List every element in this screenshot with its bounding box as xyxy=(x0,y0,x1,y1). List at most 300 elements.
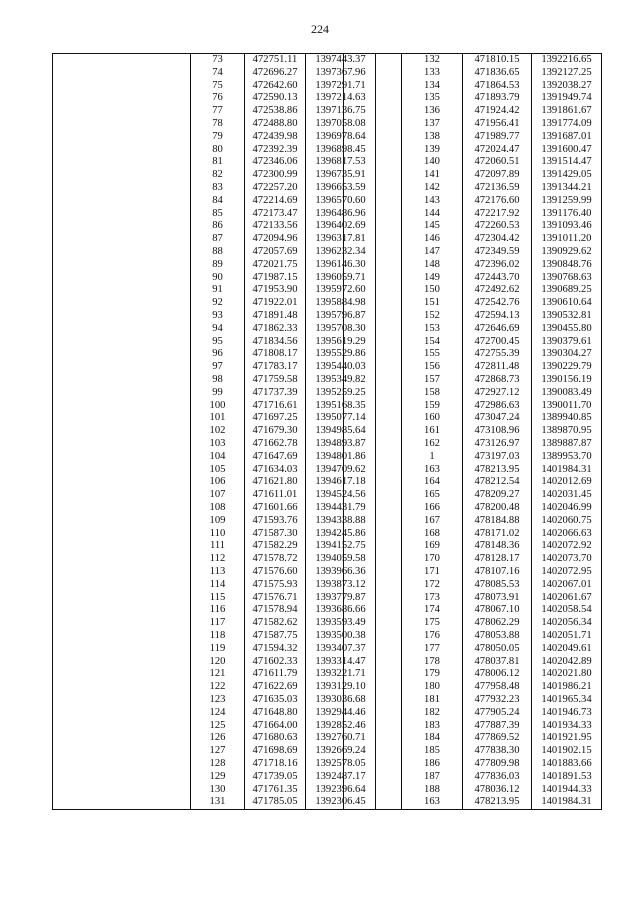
x-coordinate-cell: 471587.75 xyxy=(245,630,306,643)
table-row xyxy=(53,604,376,617)
x-coordinate-cell: 472542.76 xyxy=(463,297,532,310)
point-number-cell: 174 xyxy=(402,604,463,617)
x-coordinate-cell: 471834.56 xyxy=(245,336,306,349)
point-number-cell: 122 xyxy=(191,681,245,694)
y-coordinate-cell: 1402058.54 xyxy=(532,604,602,617)
y-coordinate-cell: 1390083.49 xyxy=(532,387,602,400)
x-coordinate-cell: 478073.91 xyxy=(463,591,532,604)
table-row xyxy=(344,476,602,489)
point-number-cell: 112 xyxy=(191,553,245,566)
point-number-cell: 98 xyxy=(191,374,245,387)
point-number-cell: 92 xyxy=(191,297,245,310)
blank-cell xyxy=(344,297,402,310)
y-coordinate-cell: 1392306.45 xyxy=(306,796,376,809)
x-coordinate-cell: 472755.39 xyxy=(463,348,532,361)
point-number-cell: 123 xyxy=(191,694,245,707)
point-number-cell: 99 xyxy=(191,387,245,400)
table-row xyxy=(53,156,376,169)
y-coordinate-cell: 1393686.66 xyxy=(306,604,376,617)
blank-cell xyxy=(53,92,191,105)
point-number-cell: 119 xyxy=(191,643,245,656)
table-row xyxy=(53,655,376,668)
x-coordinate-cell: 471987.15 xyxy=(245,272,306,285)
x-coordinate-cell: 473197.03 xyxy=(463,451,532,464)
table-row xyxy=(344,259,602,272)
y-coordinate-cell: 1391774.09 xyxy=(532,118,602,131)
y-coordinate-cell: 1397214.63 xyxy=(306,92,376,105)
table-row xyxy=(53,310,376,323)
table-row xyxy=(53,617,376,630)
table-row xyxy=(53,118,376,131)
table-row xyxy=(53,540,376,553)
x-coordinate-cell: 472642.60 xyxy=(245,80,306,93)
x-coordinate-cell: 471634.03 xyxy=(245,464,306,477)
blank-cell xyxy=(344,400,402,413)
blank-cell xyxy=(53,489,191,502)
point-number-cell: 117 xyxy=(191,617,245,630)
y-coordinate-cell: 1394338.88 xyxy=(306,515,376,528)
table-row xyxy=(344,464,602,477)
x-coordinate-cell: 471808.17 xyxy=(245,348,306,361)
x-coordinate-cell: 478062.29 xyxy=(463,617,532,630)
y-coordinate-cell: 1397136.75 xyxy=(306,105,376,118)
table-row xyxy=(344,54,602,67)
blank-cell xyxy=(53,796,191,809)
y-coordinate-cell: 1402012.69 xyxy=(532,476,602,489)
blank-cell xyxy=(53,527,191,540)
blank-cell xyxy=(53,54,191,67)
blank-cell xyxy=(53,655,191,668)
x-coordinate-cell: 471922.01 xyxy=(245,297,306,310)
blank-cell xyxy=(344,745,402,758)
x-coordinate-cell: 471611.01 xyxy=(245,489,306,502)
y-coordinate-cell: 1395529.86 xyxy=(306,348,376,361)
table-row xyxy=(53,515,376,528)
blank-cell xyxy=(344,118,402,131)
y-coordinate-cell: 1396653.59 xyxy=(306,182,376,195)
x-coordinate-cell: 478053.88 xyxy=(463,630,532,643)
table-row xyxy=(53,451,376,464)
table-row xyxy=(53,182,376,195)
x-coordinate-cell: 472439.98 xyxy=(245,131,306,144)
point-number-cell: 81 xyxy=(191,156,245,169)
point-number-cell: 86 xyxy=(191,220,245,233)
point-number-cell: 159 xyxy=(402,400,463,413)
blank-cell xyxy=(53,348,191,361)
table-row xyxy=(344,694,602,707)
point-number-cell: 125 xyxy=(191,719,245,732)
blank-cell xyxy=(344,451,402,464)
x-coordinate-cell: 477809.98 xyxy=(463,758,532,771)
blank-cell xyxy=(53,758,191,771)
y-coordinate-cell: 1396486.96 xyxy=(306,208,376,221)
point-number-cell: 153 xyxy=(402,323,463,336)
point-number-cell: 144 xyxy=(402,208,463,221)
point-number-cell: 113 xyxy=(191,566,245,579)
y-coordinate-cell: 1402067.01 xyxy=(532,579,602,592)
x-coordinate-cell: 471576.71 xyxy=(245,591,306,604)
point-number-cell: 163 xyxy=(402,464,463,477)
table-row xyxy=(53,771,376,784)
x-coordinate-cell: 471783.17 xyxy=(245,361,306,374)
blank-cell xyxy=(344,758,402,771)
y-coordinate-cell: 1394059.58 xyxy=(306,553,376,566)
y-coordinate-cell: 1392487.17 xyxy=(306,771,376,784)
point-number-cell: 134 xyxy=(402,80,463,93)
y-coordinate-cell: 1402051.71 xyxy=(532,630,602,643)
blank-cell xyxy=(53,464,191,477)
point-number-cell: 176 xyxy=(402,630,463,643)
table-row xyxy=(344,156,602,169)
point-number-cell: 132 xyxy=(402,54,463,67)
table-row xyxy=(53,489,376,502)
x-coordinate-cell: 478171.02 xyxy=(463,527,532,540)
point-number-cell: 100 xyxy=(191,400,245,413)
table-row xyxy=(344,579,602,592)
x-coordinate-cell: 472097.89 xyxy=(463,169,532,182)
y-coordinate-cell: 1393314.47 xyxy=(306,655,376,668)
blank-cell xyxy=(53,208,191,221)
y-coordinate-cell: 1401965.34 xyxy=(532,694,602,707)
x-coordinate-cell: 471697.25 xyxy=(245,412,306,425)
y-coordinate-cell: 1392944.46 xyxy=(306,707,376,720)
x-coordinate-cell: 477838.30 xyxy=(463,745,532,758)
blank-cell xyxy=(53,732,191,745)
x-coordinate-cell: 472696.27 xyxy=(245,67,306,80)
blank-cell xyxy=(53,310,191,323)
x-coordinate-cell: 472492.62 xyxy=(463,284,532,297)
blank-cell xyxy=(344,67,402,80)
table-row xyxy=(344,195,602,208)
table-row xyxy=(344,246,602,259)
x-coordinate-cell: 471647.69 xyxy=(245,451,306,464)
table-row xyxy=(344,438,602,451)
point-number-cell: 139 xyxy=(402,144,463,157)
y-coordinate-cell: 1390610.64 xyxy=(532,297,602,310)
blank-cell xyxy=(53,182,191,195)
table-row xyxy=(344,272,602,285)
y-coordinate-cell: 1394893.87 xyxy=(306,438,376,451)
y-coordinate-cell: 1396146.30 xyxy=(306,259,376,272)
blank-cell xyxy=(344,604,402,617)
x-coordinate-cell: 472024.47 xyxy=(463,144,532,157)
blank-cell xyxy=(344,617,402,630)
blank-cell xyxy=(344,579,402,592)
y-coordinate-cell: 1395259.25 xyxy=(306,387,376,400)
point-number-cell: 152 xyxy=(402,310,463,323)
blank-cell xyxy=(344,643,402,656)
y-coordinate-cell: 1401984.31 xyxy=(532,796,602,809)
point-number-cell: 115 xyxy=(191,591,245,604)
table-row xyxy=(53,233,376,246)
point-number-cell: 104 xyxy=(191,451,245,464)
x-coordinate-cell: 478209.27 xyxy=(463,489,532,502)
y-coordinate-cell: 1391687.01 xyxy=(532,131,602,144)
table-row xyxy=(344,489,602,502)
table-row xyxy=(344,553,602,566)
table-row xyxy=(53,707,376,720)
table-row xyxy=(53,796,376,809)
y-coordinate-cell: 1395440.03 xyxy=(306,361,376,374)
blank-cell xyxy=(344,284,402,297)
x-coordinate-cell: 472057.69 xyxy=(245,246,306,259)
point-number-cell: 137 xyxy=(402,118,463,131)
y-coordinate-cell: 1394152.75 xyxy=(306,540,376,553)
x-coordinate-cell: 471785.05 xyxy=(245,796,306,809)
y-coordinate-cell: 1395884.98 xyxy=(306,297,376,310)
x-coordinate-cell: 471578.72 xyxy=(245,553,306,566)
y-coordinate-cell: 1395708.30 xyxy=(306,323,376,336)
blank-cell xyxy=(344,374,402,387)
x-coordinate-cell: 472396.02 xyxy=(463,259,532,272)
table-row xyxy=(53,476,376,489)
y-coordinate-cell: 1402056.34 xyxy=(532,617,602,630)
blank-cell xyxy=(53,617,191,630)
point-number-cell: 85 xyxy=(191,208,245,221)
y-coordinate-cell: 1395619.29 xyxy=(306,336,376,349)
table-row xyxy=(53,553,376,566)
blank-cell xyxy=(53,169,191,182)
x-coordinate-cell: 478128.17 xyxy=(463,553,532,566)
table-row xyxy=(344,297,602,310)
table-row xyxy=(344,374,602,387)
y-coordinate-cell: 1396402.69 xyxy=(306,220,376,233)
x-coordinate-cell: 471810.15 xyxy=(463,54,532,67)
y-coordinate-cell: 1396232.34 xyxy=(306,246,376,259)
x-coordinate-cell: 471739.05 xyxy=(245,771,306,784)
table-row xyxy=(344,387,602,400)
point-number-cell: 84 xyxy=(191,195,245,208)
point-number-cell: 184 xyxy=(402,732,463,745)
y-coordinate-cell: 1390768.63 xyxy=(532,272,602,285)
x-coordinate-cell: 477869.52 xyxy=(463,732,532,745)
table-row xyxy=(344,707,602,720)
table-row xyxy=(344,284,602,297)
y-coordinate-cell: 1397291.71 xyxy=(306,80,376,93)
blank-cell xyxy=(53,771,191,784)
table-row xyxy=(344,105,602,118)
x-coordinate-cell: 472060.51 xyxy=(463,156,532,169)
y-coordinate-cell: 1394985.64 xyxy=(306,425,376,438)
y-coordinate-cell: 1396817.53 xyxy=(306,156,376,169)
point-number-cell: 171 xyxy=(402,566,463,579)
point-number-cell: 79 xyxy=(191,131,245,144)
blank-cell xyxy=(344,348,402,361)
y-coordinate-cell: 1402066.63 xyxy=(532,527,602,540)
blank-cell xyxy=(53,540,191,553)
point-number-cell: 103 xyxy=(191,438,245,451)
blank-cell xyxy=(53,783,191,796)
table-row xyxy=(344,796,602,809)
blank-cell xyxy=(53,361,191,374)
table-row xyxy=(344,233,602,246)
point-number-cell: 78 xyxy=(191,118,245,131)
x-coordinate-cell: 478212.54 xyxy=(463,476,532,489)
table-row xyxy=(53,579,376,592)
table-row xyxy=(344,169,602,182)
y-coordinate-cell: 1402072.92 xyxy=(532,540,602,553)
blank-cell xyxy=(53,272,191,285)
y-coordinate-cell: 1395349.82 xyxy=(306,374,376,387)
blank-cell xyxy=(53,515,191,528)
y-coordinate-cell: 1401946.73 xyxy=(532,707,602,720)
y-coordinate-cell: 1393500.38 xyxy=(306,630,376,643)
point-number-cell: 146 xyxy=(402,233,463,246)
y-coordinate-cell: 1401921.95 xyxy=(532,732,602,745)
y-coordinate-cell: 1390304.27 xyxy=(532,348,602,361)
table-row xyxy=(344,425,602,438)
point-number-cell: 172 xyxy=(402,579,463,592)
x-coordinate-cell: 471953.90 xyxy=(245,284,306,297)
y-coordinate-cell: 1392578.05 xyxy=(306,758,376,771)
table-row xyxy=(344,412,602,425)
x-coordinate-cell: 472392.39 xyxy=(245,144,306,157)
x-coordinate-cell: 471582.62 xyxy=(245,617,306,630)
y-coordinate-cell: 1402073.70 xyxy=(532,553,602,566)
table-row xyxy=(53,719,376,732)
blank-cell xyxy=(53,425,191,438)
point-number-cell: 183 xyxy=(402,719,463,732)
y-coordinate-cell: 1397058.08 xyxy=(306,118,376,131)
x-coordinate-cell: 478184.88 xyxy=(463,515,532,528)
x-coordinate-cell: 471718.16 xyxy=(245,758,306,771)
point-number-cell: 96 xyxy=(191,348,245,361)
table-row xyxy=(53,323,376,336)
blank-cell xyxy=(344,719,402,732)
table-row xyxy=(344,630,602,643)
blank-cell xyxy=(53,604,191,617)
x-coordinate-cell: 471635.03 xyxy=(245,694,306,707)
y-coordinate-cell: 1396735.91 xyxy=(306,169,376,182)
table-row xyxy=(53,681,376,694)
blank-cell xyxy=(53,195,191,208)
point-number-cell: 109 xyxy=(191,515,245,528)
y-coordinate-cell: 1395796.87 xyxy=(306,310,376,323)
point-number-cell: 97 xyxy=(191,361,245,374)
blank-cell xyxy=(344,502,402,515)
y-coordinate-cell: 1392396.64 xyxy=(306,783,376,796)
blank-cell xyxy=(53,707,191,720)
blank-cell xyxy=(53,681,191,694)
blank-cell xyxy=(53,400,191,413)
y-coordinate-cell: 1389940.85 xyxy=(532,412,602,425)
point-number-cell: 107 xyxy=(191,489,245,502)
table-row xyxy=(53,208,376,221)
y-coordinate-cell: 1401984.31 xyxy=(532,464,602,477)
blank-cell xyxy=(53,105,191,118)
x-coordinate-cell: 471621.80 xyxy=(245,476,306,489)
y-coordinate-cell: 1391600.47 xyxy=(532,144,602,157)
table-row xyxy=(53,374,376,387)
point-number-cell: 127 xyxy=(191,745,245,758)
table-row xyxy=(53,272,376,285)
table-row xyxy=(344,400,602,413)
point-number-cell: 179 xyxy=(402,668,463,681)
x-coordinate-cell: 472443.70 xyxy=(463,272,532,285)
x-coordinate-cell: 472133.56 xyxy=(245,220,306,233)
y-coordinate-cell: 1394245.86 xyxy=(306,527,376,540)
point-number-cell: 106 xyxy=(191,476,245,489)
y-coordinate-cell: 1401934.33 xyxy=(532,719,602,732)
blank-cell xyxy=(53,297,191,310)
point-number-cell: 166 xyxy=(402,502,463,515)
point-number-cell: 111 xyxy=(191,540,245,553)
blank-cell xyxy=(344,323,402,336)
blank-cell xyxy=(344,412,402,425)
point-number-cell: 147 xyxy=(402,246,463,259)
x-coordinate-cell: 472021.75 xyxy=(245,259,306,272)
y-coordinate-cell: 1396978.64 xyxy=(306,131,376,144)
point-number-cell: 124 xyxy=(191,707,245,720)
x-coordinate-cell: 477887.39 xyxy=(463,719,532,732)
x-coordinate-cell: 477932.23 xyxy=(463,694,532,707)
blank-cell xyxy=(53,412,191,425)
x-coordinate-cell: 478036.12 xyxy=(463,783,532,796)
x-coordinate-cell: 478213.95 xyxy=(463,796,532,809)
point-number-cell: 110 xyxy=(191,527,245,540)
table-row xyxy=(344,783,602,796)
blank-cell xyxy=(344,681,402,694)
y-coordinate-cell: 1390455.80 xyxy=(532,323,602,336)
table-row xyxy=(53,438,376,451)
point-number-cell: 140 xyxy=(402,156,463,169)
point-number-cell: 76 xyxy=(191,92,245,105)
point-number-cell: 155 xyxy=(402,348,463,361)
y-coordinate-cell: 1393036.68 xyxy=(306,694,376,707)
x-coordinate-cell: 473126.97 xyxy=(463,438,532,451)
point-number-cell: 173 xyxy=(402,591,463,604)
point-number-cell: 121 xyxy=(191,668,245,681)
table-row xyxy=(344,336,602,349)
x-coordinate-cell: 471759.58 xyxy=(245,374,306,387)
blank-cell xyxy=(53,451,191,464)
y-coordinate-cell: 1391949.74 xyxy=(532,92,602,105)
x-coordinate-cell: 471575.93 xyxy=(245,579,306,592)
table-row xyxy=(53,412,376,425)
point-number-cell: 129 xyxy=(191,771,245,784)
y-coordinate-cell: 1392038.27 xyxy=(532,80,602,93)
blank-cell xyxy=(53,259,191,272)
table-row xyxy=(344,92,602,105)
point-number-cell: 118 xyxy=(191,630,245,643)
table-row xyxy=(53,566,376,579)
table-row xyxy=(53,527,376,540)
table-row xyxy=(53,144,376,157)
point-number-cell: 130 xyxy=(191,783,245,796)
x-coordinate-cell: 472488.80 xyxy=(245,118,306,131)
point-number-cell: 151 xyxy=(402,297,463,310)
table-row xyxy=(344,591,602,604)
y-coordinate-cell: 1402031.45 xyxy=(532,489,602,502)
point-number-cell: 149 xyxy=(402,272,463,285)
point-number-cell: 186 xyxy=(402,758,463,771)
coordinates-table-left xyxy=(52,53,376,810)
blank-cell xyxy=(344,80,402,93)
blank-cell xyxy=(344,169,402,182)
x-coordinate-cell: 472346.06 xyxy=(245,156,306,169)
x-coordinate-cell: 472173.47 xyxy=(245,208,306,221)
blank-cell xyxy=(53,438,191,451)
point-number-cell: 94 xyxy=(191,323,245,336)
point-number-cell: 89 xyxy=(191,259,245,272)
table-row xyxy=(53,54,376,67)
y-coordinate-cell: 1402060.75 xyxy=(532,515,602,528)
y-coordinate-cell: 1391429.05 xyxy=(532,169,602,182)
blank-cell xyxy=(53,374,191,387)
x-coordinate-cell: 478006.12 xyxy=(463,668,532,681)
x-coordinate-cell: 478050.05 xyxy=(463,643,532,656)
table-row xyxy=(344,144,602,157)
